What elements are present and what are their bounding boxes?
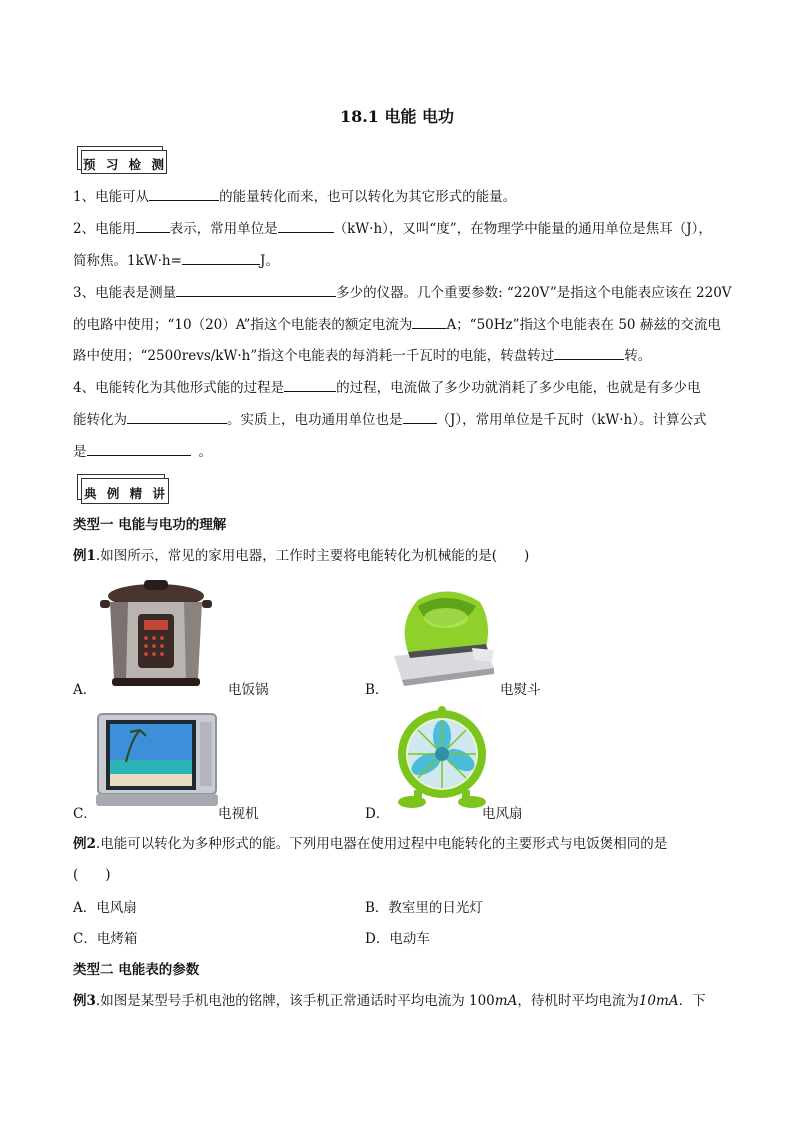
option-d-name: 电风扇 xyxy=(482,806,523,822)
example-2-stem: 例2.电能可以转化为多种形式的能。下列用电器在使用过程中电能转化的主要形式与电饭煲相同的是 xyxy=(73,836,668,852)
ex2-option-b[interactable]: B．教室里的日光灯 xyxy=(365,900,483,916)
ex2-option-c[interactable]: C．电烤箱 xyxy=(73,931,138,947)
electric-fan-image xyxy=(388,706,496,810)
answer-blank[interactable] xyxy=(136,218,170,233)
question-2-line2: 简称焦。1kW·h= J。 xyxy=(73,250,279,271)
page-title: 18.1 电能 电功 xyxy=(339,107,455,126)
question-3-line1: 3、电能表是测量 多少的仪器。几个重要参数: “220V”是指这个电能表应该在 220V xyxy=(73,282,732,303)
question-4-line1: 4、电能转化为其他形式能的过程是 的过程，电流做了多少功就消耗了多少电能，也就是有多少电 xyxy=(73,377,701,398)
answer-blank[interactable] xyxy=(127,409,227,424)
example-1-stem: 例1.如图所示，常见的家用电器，工作时主要将电能转化为机械能的是( ) xyxy=(73,548,530,564)
question-3-line2: 的电路中使用；“10（20）A”指这个电能表的额定电流为 A；“50Hz”指这个电能表在 50 赫兹的交流电 xyxy=(73,314,721,335)
option-a-name: 电饭锅 xyxy=(228,682,269,698)
question-4-line2: 能转化为 。实质上，电功通用单位也是 （J），常用单位是千瓦时（kW·h）。计算公式 xyxy=(73,409,706,430)
television-image xyxy=(96,712,218,808)
rice-cooker-image xyxy=(98,578,214,688)
ex2-option-a[interactable]: A．电风扇 xyxy=(73,900,137,916)
answer-blank[interactable] xyxy=(554,345,624,360)
question-2-line1: 2、电能用 表示，常用单位是 （kW·h），又叫“度”，在物理学中能量的通用单位是焦耳（J）， xyxy=(73,218,712,239)
answer-blank[interactable] xyxy=(412,314,446,329)
answer-blank[interactable] xyxy=(284,377,336,392)
option-c-name: 电视机 xyxy=(218,806,259,822)
question-3-line3: 路中使用；“2500revs/kW·h”指这个电能表的每消耗一千瓦时的电能，转盘转过 转。 xyxy=(73,345,651,366)
section-banner-label: 典 例 精 讲 xyxy=(83,486,169,501)
answer-blank[interactable] xyxy=(149,186,219,201)
answer-blank[interactable] xyxy=(87,441,191,456)
section-banner-label: 预 习 检 测 xyxy=(82,157,168,172)
option-b-name: 电熨斗 xyxy=(500,682,541,698)
option-a[interactable]: A． xyxy=(73,682,97,698)
option-d[interactable]: D． xyxy=(365,806,390,822)
ex2-option-d[interactable]: D．电动车 xyxy=(365,931,430,947)
question-4-line3: 是 。 xyxy=(73,441,212,462)
answer-blank[interactable] xyxy=(176,282,336,297)
option-b[interactable]: B． xyxy=(365,682,389,698)
answer-blank[interactable] xyxy=(278,218,334,233)
answer-blank[interactable] xyxy=(182,250,260,265)
section-banner-examples xyxy=(77,474,171,506)
section-banner-preview xyxy=(77,146,169,176)
example-2-paren: ( ) xyxy=(73,867,111,883)
type-heading-2: 类型二 电能表的参数 xyxy=(73,962,200,978)
example-3-stem: 例3.如图是某型号手机电池的铭牌，该手机正常通话时平均电流为 100mA，待机时平均电流为10mA．下 xyxy=(73,993,706,1009)
steam-iron-image xyxy=(388,582,500,688)
option-c[interactable]: C． xyxy=(73,806,97,822)
answer-blank[interactable] xyxy=(403,409,437,424)
question-1: 1、电能可从 的能量转化而来，也可以转化为其它形式的能量。 xyxy=(73,186,516,207)
type-heading-1: 类型一 电能与电功的理解 xyxy=(73,517,227,533)
